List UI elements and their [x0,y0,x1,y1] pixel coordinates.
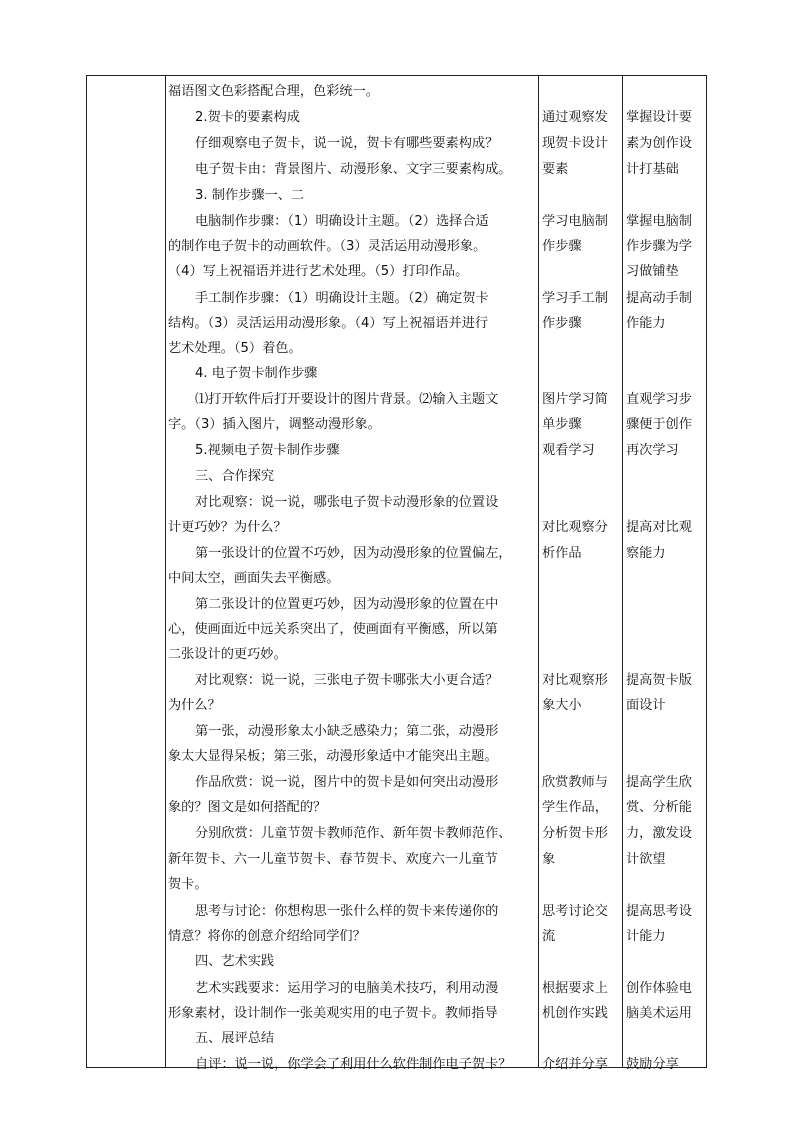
content-line: 对比观察：说一说，三张电子贺卡哪张大小更合适？ [195,673,499,688]
activity-line: 作步骤 [542,316,582,331]
content-line: 象的？图文是如何搭配的？ [168,800,327,815]
activity-line: 观看学习 [542,443,595,458]
content-line: 4. 电子贺卡制作步骤 [195,366,318,381]
aim-line: 计打基础 [626,162,679,177]
content-line: 3. 制作步骤一、二 [195,188,305,203]
aim-line: 力，激发设 [626,826,692,841]
aim-line: 习做铺垫 [626,264,679,279]
aim-line: 面设计 [626,698,666,713]
activity-line: 根据要求上 [542,981,608,996]
activity-line: 析作品 [542,546,582,561]
content-line: 对比观察：说一说，哪张电子贺卡动漫形象的位置设 [195,495,499,510]
activity-line: 思考讨论交 [542,904,608,919]
content-line: 第一张，动漫形象太小缺乏感染力；第二张，动漫形 [195,724,499,739]
aim-line: 计欲望 [626,852,666,867]
activity-line: 单步骤 [542,417,582,432]
aim-line: 提高对比观 [626,520,692,535]
content-line: 电子贺卡由：背景图片、动漫形象、文字三要素构成。 [195,162,512,177]
content-line: 2.贺卡的要素构成 [195,110,300,125]
content-line: 的制作电子贺卡的动画软件。（3）灵活运用动漫形象。 [168,239,487,254]
aim-line: 计能力 [626,929,666,944]
activity-line: 流 [542,929,556,944]
design-intent-cell [626,76,708,1072]
activity-line: 象大小 [542,698,582,713]
teaching-content-cell [168,76,532,1072]
blank-column-cell [87,76,165,1067]
content-line: 分别欣赏：儿童节贺卡教师范作、新年贺卡教师范作、 [195,826,512,841]
activity-line: 机创作实践 [542,1006,608,1021]
content-line: 第二张设计的位置更巧妙，因为动漫形象的位置在中 [195,597,499,612]
content-line: 字。（3）插入图片，调整动漫形象。 [168,417,381,432]
activity-line: 介绍并分享 [542,1057,608,1072]
content-line: 中间太空，画面失去平衡感。 [168,571,340,586]
activity-line: 象 [542,852,556,867]
column-divider [165,76,166,1067]
aim-line: 直观学习步 [626,392,692,407]
content-line: 四、艺术实践 [195,954,275,969]
activity-line: 对比观察形 [542,673,608,688]
aim-line: 掌握电脑制 [626,214,692,229]
aim-line: 作步骤为学 [626,239,692,254]
aim-line: 骤便于创作 [626,417,692,432]
aim-line: 提高思考设 [626,904,692,919]
content-line: 仔细观察电子贺卡，说一说，贺卡有哪些要素构成？ [195,136,499,151]
content-line: 电脑制作步骤：（1）明确设计主题。（2）选择合适 [195,214,489,229]
aim-line: 鼓励分享 [626,1057,679,1072]
activity-line: 欣赏教师与 [542,775,608,790]
content-line: 艺术处理。（5）着色。 [168,341,302,356]
content-line: 形象素材，设计制作一张美观实用的电子贺卡。教师指导 [168,1006,498,1021]
content-line: 象太大显得呆板；第三张，动漫形象适中才能突出主题。 [168,749,498,764]
aim-line: 提高学生欣 [626,775,692,790]
aim-line: 提高贺卡版 [626,673,692,688]
aim-line: 素为创作设 [626,136,692,151]
content-line: 结构。（3）灵活运用动漫形象。（4）写上祝福语并进行 [168,316,489,331]
activity-line: 学习手工制 [542,291,608,306]
content-line: 艺术实践要求：运用学习的电脑美术技巧，利用动漫 [195,981,499,996]
content-line: 五、展评总结 [195,1031,275,1046]
activity-line: 图片学习简 [542,392,608,407]
content-line: 为什么？ [168,698,221,713]
aim-line: 掌握设计要 [626,110,692,125]
aim-line: 赏、分析能 [626,800,692,815]
content-line: 贺卡。 [168,877,208,892]
activity-line: 通过观察发 [542,110,608,125]
content-line: 作品欣赏：说一说，图片中的贺卡是如何突出动漫形 [195,775,499,790]
content-line: 5.视频电子贺卡制作步骤 [195,443,340,458]
aim-line: 察能力 [626,546,666,561]
aim-line: 创作体验电 [626,981,692,996]
content-line: 第一张设计的位置不巧妙，因为动漫形象的位置偏左， [195,546,512,561]
activity-line: 要素 [542,162,569,177]
content-line: 计更巧妙？为什么？ [168,520,287,535]
lesson-table [86,75,707,1072]
activity-line: 作步骤 [542,239,582,254]
column-divider [538,76,539,1067]
content-line: 三、合作探究 [195,469,275,484]
activity-line: 学习电脑制 [542,214,608,229]
content-line: 思考与讨论：你想构思一张什么样的贺卡来传递你的 [195,904,499,919]
content-line: 自评：说一说，你学会了利用什么软件制作电子贺卡？ [195,1057,512,1072]
aim-line: 脑美术运用 [626,1006,692,1021]
content-line: 福语图文色彩搭配合理，色彩统一。 [168,84,379,99]
content-line: 手工制作步骤：（1）明确设计主题。（2）确定贺卡 [195,291,489,306]
student-activity-cell [542,76,624,1072]
content-line: （4）写上祝福语并进行艺术处理。（5）打印作品。 [168,264,469,279]
content-line: ⑴打开软件后打开要设计的图片背景。⑵输入主题文 [195,392,499,407]
aim-line: 作能力 [626,316,666,331]
content-line: 二张设计的更巧妙。 [168,647,287,662]
activity-line: 分析贺卡形 [542,826,608,841]
content-line: 情意？将你的创意介绍给同学们？ [168,929,366,944]
activity-line: 对比观察分 [542,520,608,535]
content-line: 新年贺卡、六一儿童节贺卡、春节贺卡、欢度六一儿童节 [168,852,498,867]
content-line: 心，使画面近中远关系突出了，使画面有平衡感，所以第 [168,622,498,637]
activity-line: 现贺卡设计 [542,136,608,151]
aim-line: 提高动手制 [626,291,692,306]
activity-line: 学生作品， [542,800,608,815]
aim-line: 再次学习 [626,443,679,458]
